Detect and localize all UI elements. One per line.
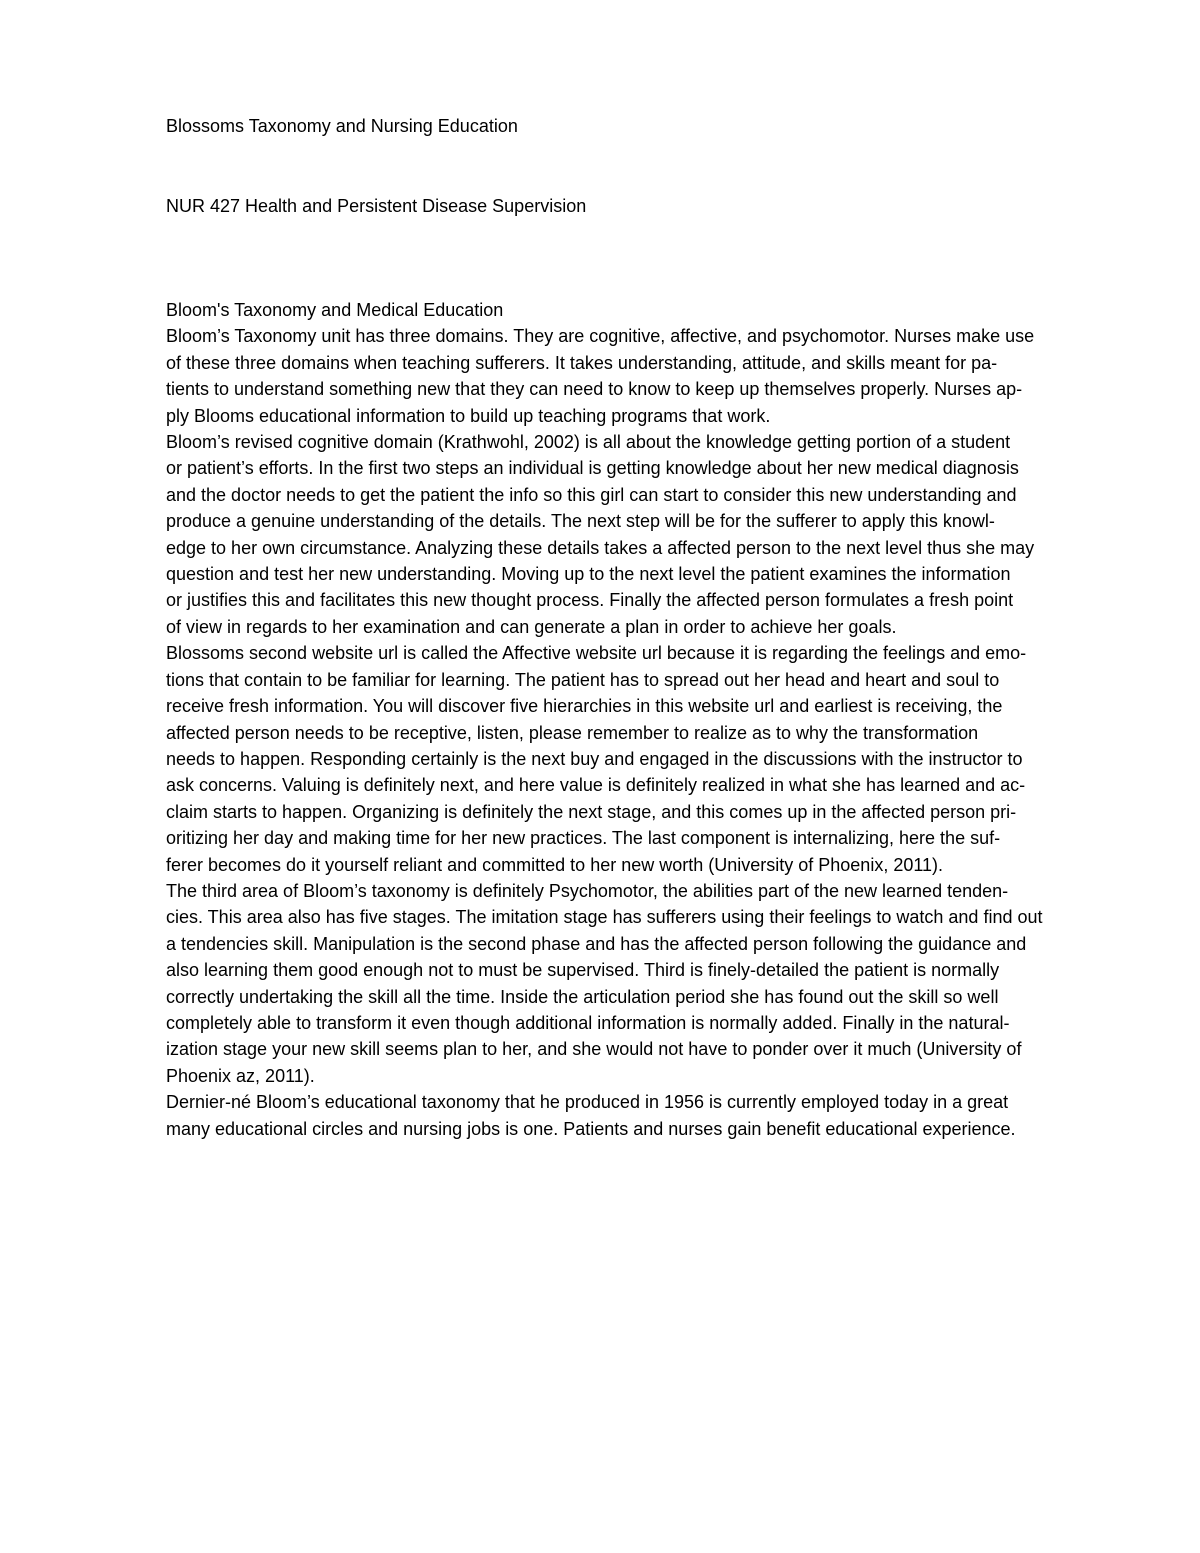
section-heading: Bloom's Taxonomy and Medical Education	[166, 300, 504, 320]
body-line: of view in regards to her examination and can generate a plan in order to achieve her goals.	[166, 616, 897, 637]
body-line: claim starts to happen. Organizing is definitely the next stage, and this comes up in the affected person pri-	[166, 801, 1017, 822]
body-line: Bloom’s revised cognitive domain (Krathwohl, 2002) is all about the knowledge getting portion of a student	[166, 432, 1011, 453]
body-line: ask concerns. Valuing is definitely next, and here value is definitely realized in what she has learned and ac-	[166, 775, 1026, 796]
body-line: Bloom’s Taxonomy unit has three domains. They are cognitive, affective, and psychomotor. Nurses make use	[166, 326, 1035, 347]
body-line: ization stage your new skill seems plan to her, and she would not have to ponder over it much (University of	[166, 1039, 1022, 1060]
body-line: or patient’s efforts. In the first two steps an individual is getting knowledge about her new medical diagnosis	[166, 458, 1019, 479]
body-line: of these three domains when teaching sufferers. It takes understanding, attitude, and skills meant for pa-	[166, 352, 998, 373]
body-line: Blossoms second website url is called the Affective website url because it is regarding the feelings and emo-	[166, 643, 1027, 664]
body-line: cies. This area also has five stages. The imitation stage has sufferers using their feelings to watch and find out	[166, 907, 1043, 928]
body-line: receive fresh information. You will discover five hierarchies in this website url and earliest is receiving, the	[166, 696, 1003, 717]
body-line: or justifies this and facilitates this new thought process. Finally the affected person formulates a fresh point	[166, 590, 1014, 611]
body-line: tions that contain to be familiar for learning. The patient has to spread out her head and heart and soul to	[166, 669, 1000, 690]
body-line: Dernier-né Bloom’s educational taxonomy that he produced in 1956 is currently employed today in a great	[166, 1092, 1009, 1113]
body-line: tients to understand something new that they can need to know to keep up themselves properly. Nurses ap-	[166, 379, 1023, 400]
body-line: many educational circles and nursing jobs is one. Patients and nurses gain benefit educational experience.	[166, 1118, 1016, 1139]
body-line: oritizing her day and making time for her new practices. The last component is internalizing, here the suf-	[166, 828, 1001, 849]
body-line: question and test her new understanding. Moving up to the next level the patient examines the information	[166, 564, 1011, 585]
body-line: completely able to transform it even though additional information is normally added. Finally in the natural-	[166, 1012, 1010, 1033]
body-line: ply Blooms educational information to build up teaching programs that work.	[166, 405, 771, 426]
body-line: a tendencies skill. Manipulation is the second phase and has the affected person following the guidance and	[166, 933, 1027, 954]
body-line: also learning them good enough not to must be supervised. Third is finely-detailed the patient is normally	[166, 960, 1000, 981]
body-line: produce a genuine understanding of the details. The next step will be for the sufferer to apply this knowl-	[166, 511, 995, 532]
body-line: Phoenix az, 2011).	[166, 1065, 315, 1086]
body-line: ferer becomes do it yourself reliant and committed to her new worth (University of Phoenix, 2011).	[166, 854, 944, 875]
course-title: NUR 427 Health and Persistent Disease Supervision	[166, 196, 587, 216]
body-line: The third area of Bloom’s taxonomy is definitely Psychomotor, the abilities part of the new learned tenden-	[166, 880, 1009, 901]
body-line: correctly undertaking the skill all the time. Inside the articulation period she has found out the skill so well	[166, 986, 999, 1007]
body-line: needs to happen. Responding certainly is the next buy and engaged in the discussions with the instructor to	[166, 748, 1023, 769]
document-title: Blossoms Taxonomy and Nursing Education	[166, 116, 518, 136]
body-line: affected person needs to be receptive, listen, please remember to realize as to why the transformation	[166, 722, 979, 743]
body-line: and the doctor needs to get the patient the info so this girl can start to consider this new understanding and	[166, 484, 1017, 505]
body-line: edge to her own circumstance. Analyzing these details takes a affected person to the next level thus she may	[166, 537, 1035, 558]
document-body	[166, 297, 1116, 1142]
